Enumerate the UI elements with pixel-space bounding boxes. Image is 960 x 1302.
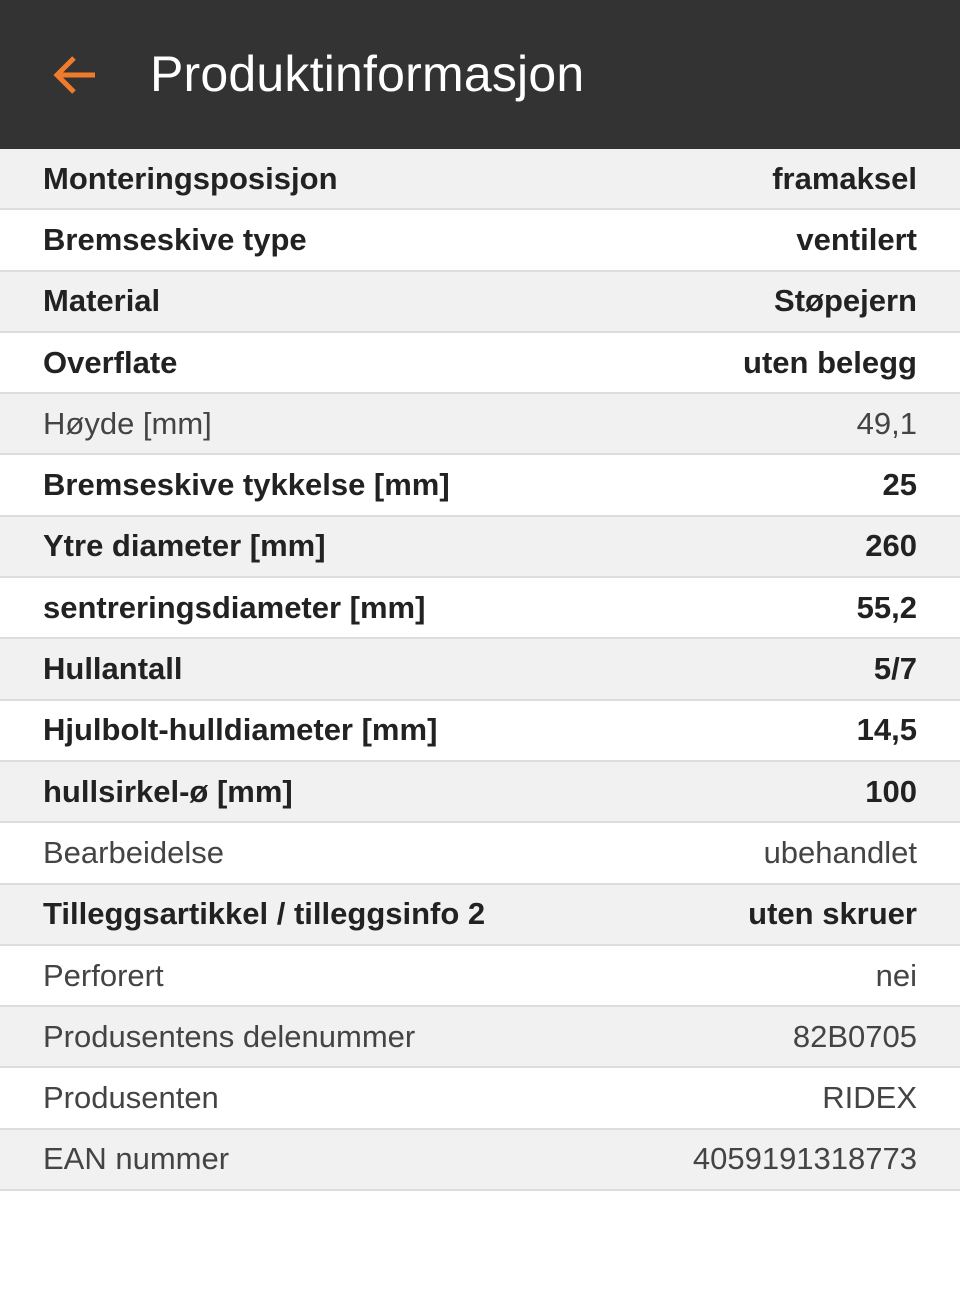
- table-row: [0, 272, 960, 333]
- page-title: Produktinformasjon: [150, 46, 585, 102]
- table-row: [0, 885, 960, 946]
- spec-label: hullsirkel-ø [mm]: [43, 773, 293, 809]
- back-button[interactable]: [44, 44, 106, 106]
- app-bar: [0, 0, 960, 149]
- spec-label: Overflate: [43, 344, 178, 380]
- table-row: [0, 1130, 960, 1191]
- table-row: [0, 517, 960, 578]
- spec-label: EAN nummer: [43, 1141, 230, 1177]
- spec-value: uten belegg: [743, 344, 917, 380]
- spec-label: Høyde [mm]: [43, 405, 212, 441]
- table-row: [0, 639, 960, 700]
- table-row: [0, 1007, 960, 1068]
- spec-value: 82B0705: [792, 1018, 917, 1054]
- table-row: [0, 762, 960, 823]
- spec-label: Bearbeidelse: [43, 834, 224, 870]
- spec-value: RIDEX: [822, 1080, 917, 1116]
- spec-value: ventilert: [796, 221, 917, 257]
- spec-label: Monteringsposisjon: [43, 160, 338, 196]
- spec-value: 55,2: [856, 589, 917, 625]
- spec-value: 5/7: [873, 651, 917, 687]
- spec-label: sentreringsdiameter [mm]: [43, 589, 426, 625]
- table-row: [0, 455, 960, 516]
- spec-value: framaksel: [772, 160, 917, 196]
- spec-label: Hullantall: [43, 651, 183, 687]
- table-row: [0, 946, 960, 1007]
- spec-label: Tilleggsartikkel / tilleggsinfo 2: [43, 896, 486, 932]
- spec-label: Ytre diameter [mm]: [43, 528, 326, 564]
- spec-label: Produsenten: [43, 1080, 219, 1116]
- spec-label: Hjulbolt-hulldiameter [mm]: [43, 712, 438, 748]
- spec-value: ubehandlet: [763, 834, 917, 870]
- spec-value: 260: [865, 528, 917, 564]
- table-row: [0, 210, 960, 271]
- spec-label: Produsentens delenummer: [43, 1018, 416, 1054]
- spec-label: Material: [43, 283, 161, 319]
- spec-value: 49,1: [856, 405, 917, 441]
- table-row: [0, 701, 960, 762]
- spec-value: 25: [882, 467, 917, 503]
- table-row: [0, 578, 960, 639]
- spec-value: Støpejern: [774, 283, 917, 319]
- spec-label: Perforert: [43, 957, 164, 993]
- arrow-left-icon: [52, 52, 98, 98]
- product-spec-table: [0, 149, 960, 1191]
- table-row: [0, 149, 960, 210]
- table-row: [0, 823, 960, 884]
- spec-value: 14,5: [856, 712, 917, 748]
- table-row: [0, 333, 960, 394]
- spec-label: Bremseskive type: [43, 221, 307, 257]
- spec-value: nei: [875, 957, 917, 993]
- spec-value: uten skruer: [748, 896, 917, 932]
- table-row: [0, 1068, 960, 1129]
- spec-value: 4059191318773: [692, 1141, 917, 1177]
- spec-label: Bremseskive tykkelse [mm]: [43, 467, 450, 503]
- spec-value: 100: [865, 773, 917, 809]
- table-row: [0, 394, 960, 455]
